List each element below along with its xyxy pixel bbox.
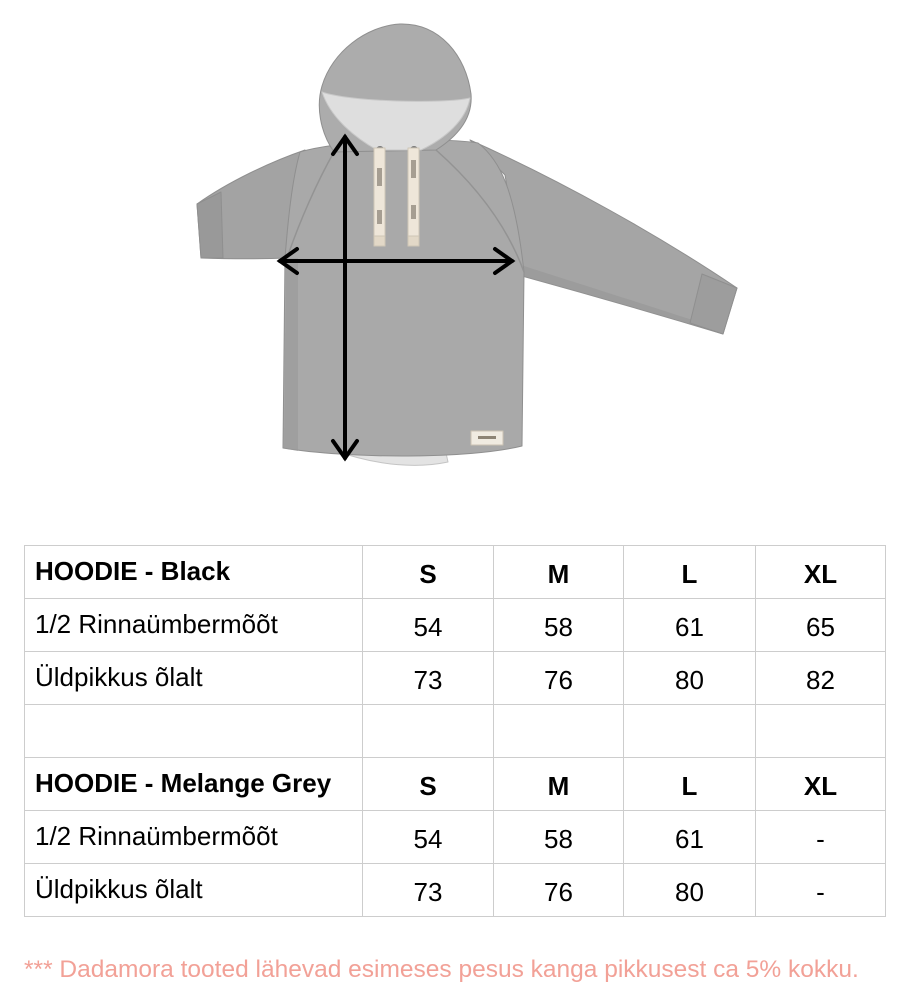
drawstring-print [377,210,382,224]
body-panel [283,140,524,456]
measure-label: 1/2 Rinnaümbermõõt [25,599,363,652]
size-header: M [494,546,624,599]
left-cuff [197,192,223,258]
measure-value: 65 [756,599,886,652]
size-header: M [494,758,624,811]
measure-value: 76 [494,652,624,705]
measure-label: Üldpikkus õlalt [25,652,363,705]
measure-label: 1/2 Rinnaümbermõõt [25,811,363,864]
measure-value: 58 [494,811,624,864]
hoodie-garment [197,24,737,465]
drawstring-print [411,160,416,178]
drawstring-print [377,168,382,186]
measure-value: - [756,811,886,864]
measure-value: 73 [363,864,494,917]
measure-value: 61 [624,599,756,652]
measure-value: 61 [624,811,756,864]
measure-value: 82 [756,652,886,705]
section-title: HOODIE - Black [25,546,363,599]
measure-value: 76 [494,864,624,917]
left-drawstring [374,148,385,246]
size-header: S [363,546,494,599]
size-header: S [363,758,494,811]
measure-value: 73 [363,652,494,705]
drawstring-print [411,205,416,219]
spacer-cell [624,705,756,758]
size-header: L [624,546,756,599]
size-table [24,545,886,917]
footnote: *** Dadamora tooted lähevad esimeses pesus kanga pikkusest ca 5% kokku. [24,956,859,983]
measure-value: 54 [363,599,494,652]
spacer-cell [494,705,624,758]
measure-value: - [756,864,886,917]
right-drawstring-tip [408,236,419,246]
body-side-shadow [284,258,298,451]
size-header: XL [756,758,886,811]
measure-value: 80 [624,864,756,917]
hoodie-image [0,0,900,500]
size-header: L [624,758,756,811]
brand-label-mark [478,436,496,439]
section-title: HOODIE - Melange Grey [25,758,363,811]
spacer-cell [25,705,363,758]
measure-value: 58 [494,599,624,652]
size-header: XL [756,546,886,599]
measure-value: 80 [624,652,756,705]
measure-label: Üldpikkus õlalt [25,864,363,917]
left-drawstring-tip [374,236,385,246]
measure-value: 54 [363,811,494,864]
spacer-cell [756,705,886,758]
spacer-cell [363,705,494,758]
